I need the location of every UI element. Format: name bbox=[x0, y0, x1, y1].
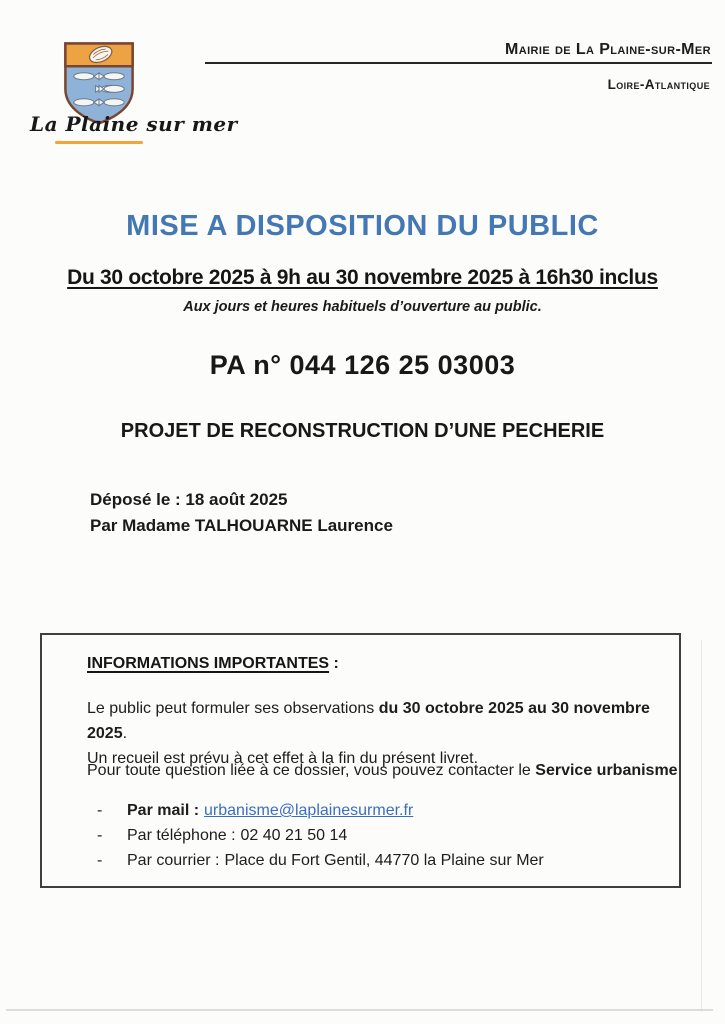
contact-item-mail bbox=[97, 798, 677, 823]
consultation-period-text: Du 30 octobre 2025 à 9h au 30 novembre 2025 à 16h30 inclus bbox=[67, 266, 658, 289]
consultation-period bbox=[0, 266, 725, 290]
mairie-title: Mairie de La Plaine-sur-Mer bbox=[505, 41, 711, 58]
observation-period: . bbox=[122, 725, 128, 742]
deposit-date-line: Déposé le : 18 août 2025 bbox=[90, 490, 288, 509]
info-box-heading-colon: : bbox=[329, 655, 339, 672]
project-title: PROJET DE RECONSTRUCTION D’UNE PECHERIE bbox=[120, 420, 605, 442]
department-name: Loire-Atlantique bbox=[607, 77, 710, 92]
header-rule bbox=[205, 62, 712, 64]
contact-intro-service: Service urbanisme bbox=[535, 762, 678, 779]
logo-underline-decoration bbox=[55, 141, 143, 144]
commune-script-name: La Plaine sur mer bbox=[30, 112, 238, 136]
info-box-heading-text: INFORMATIONS IMPORTANTES bbox=[87, 655, 330, 672]
deposit-block bbox=[90, 487, 393, 539]
email-link[interactable]: urbanisme@laplainesurmer.fr bbox=[204, 802, 414, 819]
contact-postal-value: Place du Fort Gentil, 44770 la Plaine sur Mer bbox=[224, 852, 544, 869]
contact-postal-label: Par courrier : bbox=[127, 852, 220, 869]
dash-bullet: - bbox=[97, 852, 103, 869]
contact-item-postal bbox=[97, 848, 677, 873]
dash-bullet: - bbox=[97, 802, 103, 819]
observation-dates: du 30 octobre 2025 au 30 novembre 2025 bbox=[87, 700, 650, 742]
opening-hours-note: Aux jours et heures habituels d’ouverture au public. bbox=[183, 299, 542, 315]
observation-line2: Un recueil est prévu à cet effet à la fin du présent livret. bbox=[87, 750, 479, 767]
contact-phone-value: 02 40 21 50 14 bbox=[240, 827, 348, 844]
contact-mail-label: Par mail : bbox=[127, 802, 200, 819]
page-title: MISE A DISPOSITION DU PUBLIC bbox=[126, 210, 599, 242]
contact-list bbox=[97, 798, 677, 873]
observation-paragraph bbox=[87, 696, 679, 771]
observation-prefix: Le public peut formuler ses observations bbox=[87, 700, 379, 717]
info-box-heading bbox=[87, 655, 339, 673]
applicant-line: Par Madame TALHOUARNE Laurence bbox=[90, 516, 393, 535]
dash-bullet: - bbox=[97, 827, 103, 844]
contact-intro-paragraph bbox=[87, 762, 679, 780]
contact-intro-prefix: Pour toute question liée à ce dossier, vous pouvez contacter le bbox=[87, 762, 536, 779]
scan-artifact-line bbox=[6, 1009, 713, 1011]
contact-phone-label: Par téléphone : bbox=[127, 827, 236, 844]
permit-number: PA n° 044 126 25 03003 bbox=[209, 350, 516, 380]
scan-artifact-line bbox=[701, 640, 702, 1012]
important-information-box bbox=[40, 633, 681, 888]
contact-item-phone bbox=[97, 823, 677, 848]
